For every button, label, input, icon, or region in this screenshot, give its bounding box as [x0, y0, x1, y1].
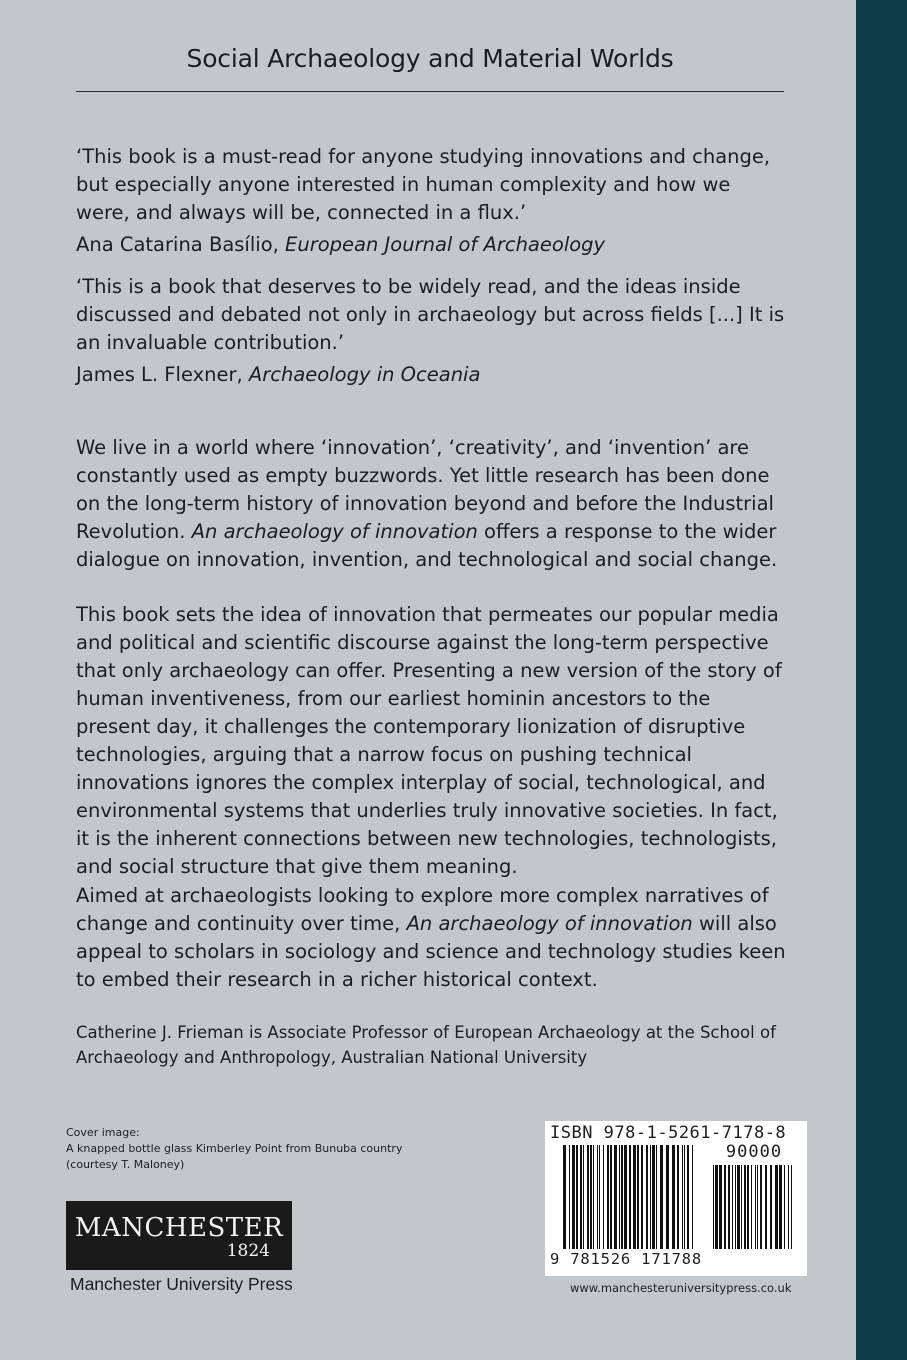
barcode-bar: [684, 1145, 685, 1249]
review-attribution: [76, 231, 786, 259]
barcode-bar: [572, 1145, 575, 1249]
barcode-bar: [614, 1145, 617, 1249]
barcode-bar: [587, 1145, 589, 1249]
barcode-bar: [784, 1165, 785, 1249]
barcode-bar: [660, 1145, 663, 1249]
barcode-bar: [646, 1145, 648, 1249]
blurb-text: This book sets the idea of innovation that permeates our popular media and political and scientific discourse against the long-term perspective that only archaeology can offer. Presenting a new version of the story of human inventiveness, from our earliest hominin ancestors to the present day, it challenges the contemporary lionization of disruptive technologies, arguing that a narrow focus on pushing technical innovations ignores the complex interplay of social, technological, and environmental systems that underlies truly innovative societies. In fact, it is the inherent connections between new technologies, technologists, and social structure that give them meaning.: [76, 603, 782, 878]
review-1: [76, 143, 786, 259]
credit-line: (courtesy T. Maloney): [66, 1158, 185, 1171]
blurb-paragraph-1: [76, 434, 786, 574]
barcode-bar: [760, 1165, 762, 1249]
barcode-bar: [603, 1145, 604, 1249]
barcode-bar: [735, 1165, 736, 1249]
barcode-bar: [621, 1145, 623, 1249]
barcode-bar: [788, 1165, 789, 1249]
barcode-bar: [775, 1165, 778, 1249]
review-quote: ‘This is a book that deserves to be widely read, and the ideas inside discussed and debated not only in archaeology but across fields [...] It is an invaluable contribution.’: [76, 275, 785, 354]
barcode-bar: [737, 1165, 740, 1249]
barcode-bar: [732, 1165, 733, 1249]
review-author: Ana Catarina Basílio,: [76, 233, 286, 256]
book-title: An archaeology of innovation: [406, 912, 693, 935]
series-title: Social Archaeology and Material Worlds: [186, 44, 674, 73]
credit-line: A knapped bottle glass Kimberley Point from Bunuba country: [66, 1142, 403, 1155]
blurb-text: We live in a world where ‘innovation’, ‘creativity’, and ‘invention’ are constantly used as empty buzzwords. Yet little research has been done on the long-term history of innovation beyond and before the Industrial Revolution.: [76, 436, 774, 543]
barcode-bar: [719, 1165, 722, 1249]
barcode-bar: [692, 1145, 693, 1249]
review-source: Archaeology in Oceania: [248, 363, 481, 386]
barcode-bar: [607, 1145, 609, 1249]
barcode-bar: [637, 1145, 639, 1249]
book-title: An archaeology of innovation: [191, 520, 478, 543]
barcode-bar: [650, 1145, 651, 1249]
barcode-bar: [583, 1145, 584, 1249]
barcode-bar: [580, 1145, 582, 1249]
barcode-bar: [757, 1165, 758, 1249]
barcode-bar: [741, 1165, 742, 1249]
barcode-bar: [563, 1145, 566, 1249]
barcode-bar: [744, 1165, 746, 1249]
barcode-bar: [755, 1165, 756, 1249]
barcode-bar: [672, 1145, 675, 1249]
barcode-bar: [624, 1145, 627, 1249]
barcode-bar: [666, 1145, 669, 1249]
barcode-bar: [593, 1145, 594, 1249]
publisher-logo-name: MANCHESTER: [74, 1213, 284, 1243]
barcode-bar: [751, 1165, 752, 1249]
cover-image-credit: [66, 1125, 406, 1173]
barcode-bar: [629, 1145, 631, 1249]
author-bio: [76, 1020, 786, 1070]
blurb-text: offers a response to the wider dialogue on innovation, invention, and technological and social change.: [76, 520, 778, 571]
barcode-bar: [779, 1165, 782, 1249]
price-code: 90000: [725, 1142, 783, 1162]
barcode-bar: [619, 1145, 620, 1249]
barcode-bar: [599, 1145, 600, 1249]
barcode-bar: [641, 1145, 643, 1249]
blurb-paragraph-3: [76, 882, 786, 994]
barcode-bar: [652, 1145, 655, 1249]
addon-barcode-bars: [713, 1165, 797, 1249]
barcode-bar: [687, 1145, 689, 1249]
publisher-name: Manchester University Press: [70, 1274, 293, 1294]
barcode-bar: [633, 1145, 636, 1249]
review-source: European Journal of Archaeology: [285, 233, 606, 256]
barcode-bar: [682, 1145, 683, 1249]
review-attribution: [76, 361, 786, 389]
publisher-website: www.manchesteruniversitypress.co.uk: [570, 1281, 792, 1295]
barcode-bar: [724, 1165, 726, 1249]
blurb-text: will also appeal to scholars in sociology and science and technology studies keen to embed their research in a richer historical context.: [76, 912, 786, 991]
barcode-bar: [770, 1165, 772, 1249]
review-author: James L. Flexner,: [76, 363, 249, 386]
barcode-bar: [728, 1165, 730, 1249]
review-quote: ‘This book is a must-read for anyone studying innovations and change, but especially anyone interested in human complexity and how we were, and always will be, connected in a flux.’: [76, 145, 771, 224]
credit-label: Cover image:: [66, 1126, 140, 1139]
barcode-bar: [590, 1145, 592, 1249]
barcode-bar: [576, 1145, 578, 1249]
barcode-bar: [597, 1145, 598, 1249]
barcode-bar: [569, 1145, 570, 1249]
review-2: [76, 273, 786, 389]
blurb-paragraph-2: [76, 601, 786, 881]
barcode-bar: [656, 1145, 657, 1249]
barcode-bar: [765, 1165, 767, 1249]
barcode-bar: [791, 1165, 792, 1249]
series-divider: [76, 91, 784, 92]
barcode-bar: [610, 1145, 612, 1249]
barcode-bar: [713, 1165, 714, 1249]
barcode-bar: [677, 1145, 679, 1249]
blurb-text: Aimed at archaeologists looking to explore more complex narratives of change and continuity over time,: [76, 884, 769, 935]
isbn-text: ISBN 978-1-5261-7178-8: [550, 1123, 787, 1143]
publisher-logo: [66, 1201, 292, 1270]
spine-strip: [856, 0, 907, 1360]
barcode-number: 9 781526 171788: [550, 1250, 702, 1268]
author-bio-text: Catherine J. Frieman is Associate Professor of European Archaeology at the School of Archaeology and Anthropology, Australian National University: [76, 1023, 776, 1067]
barcode-bar: [747, 1165, 749, 1249]
barcode-bars: [563, 1145, 699, 1249]
barcode-bar: [715, 1165, 718, 1249]
publisher-logo-year: 1824: [226, 1241, 270, 1261]
isbn-barcode: [545, 1121, 807, 1276]
